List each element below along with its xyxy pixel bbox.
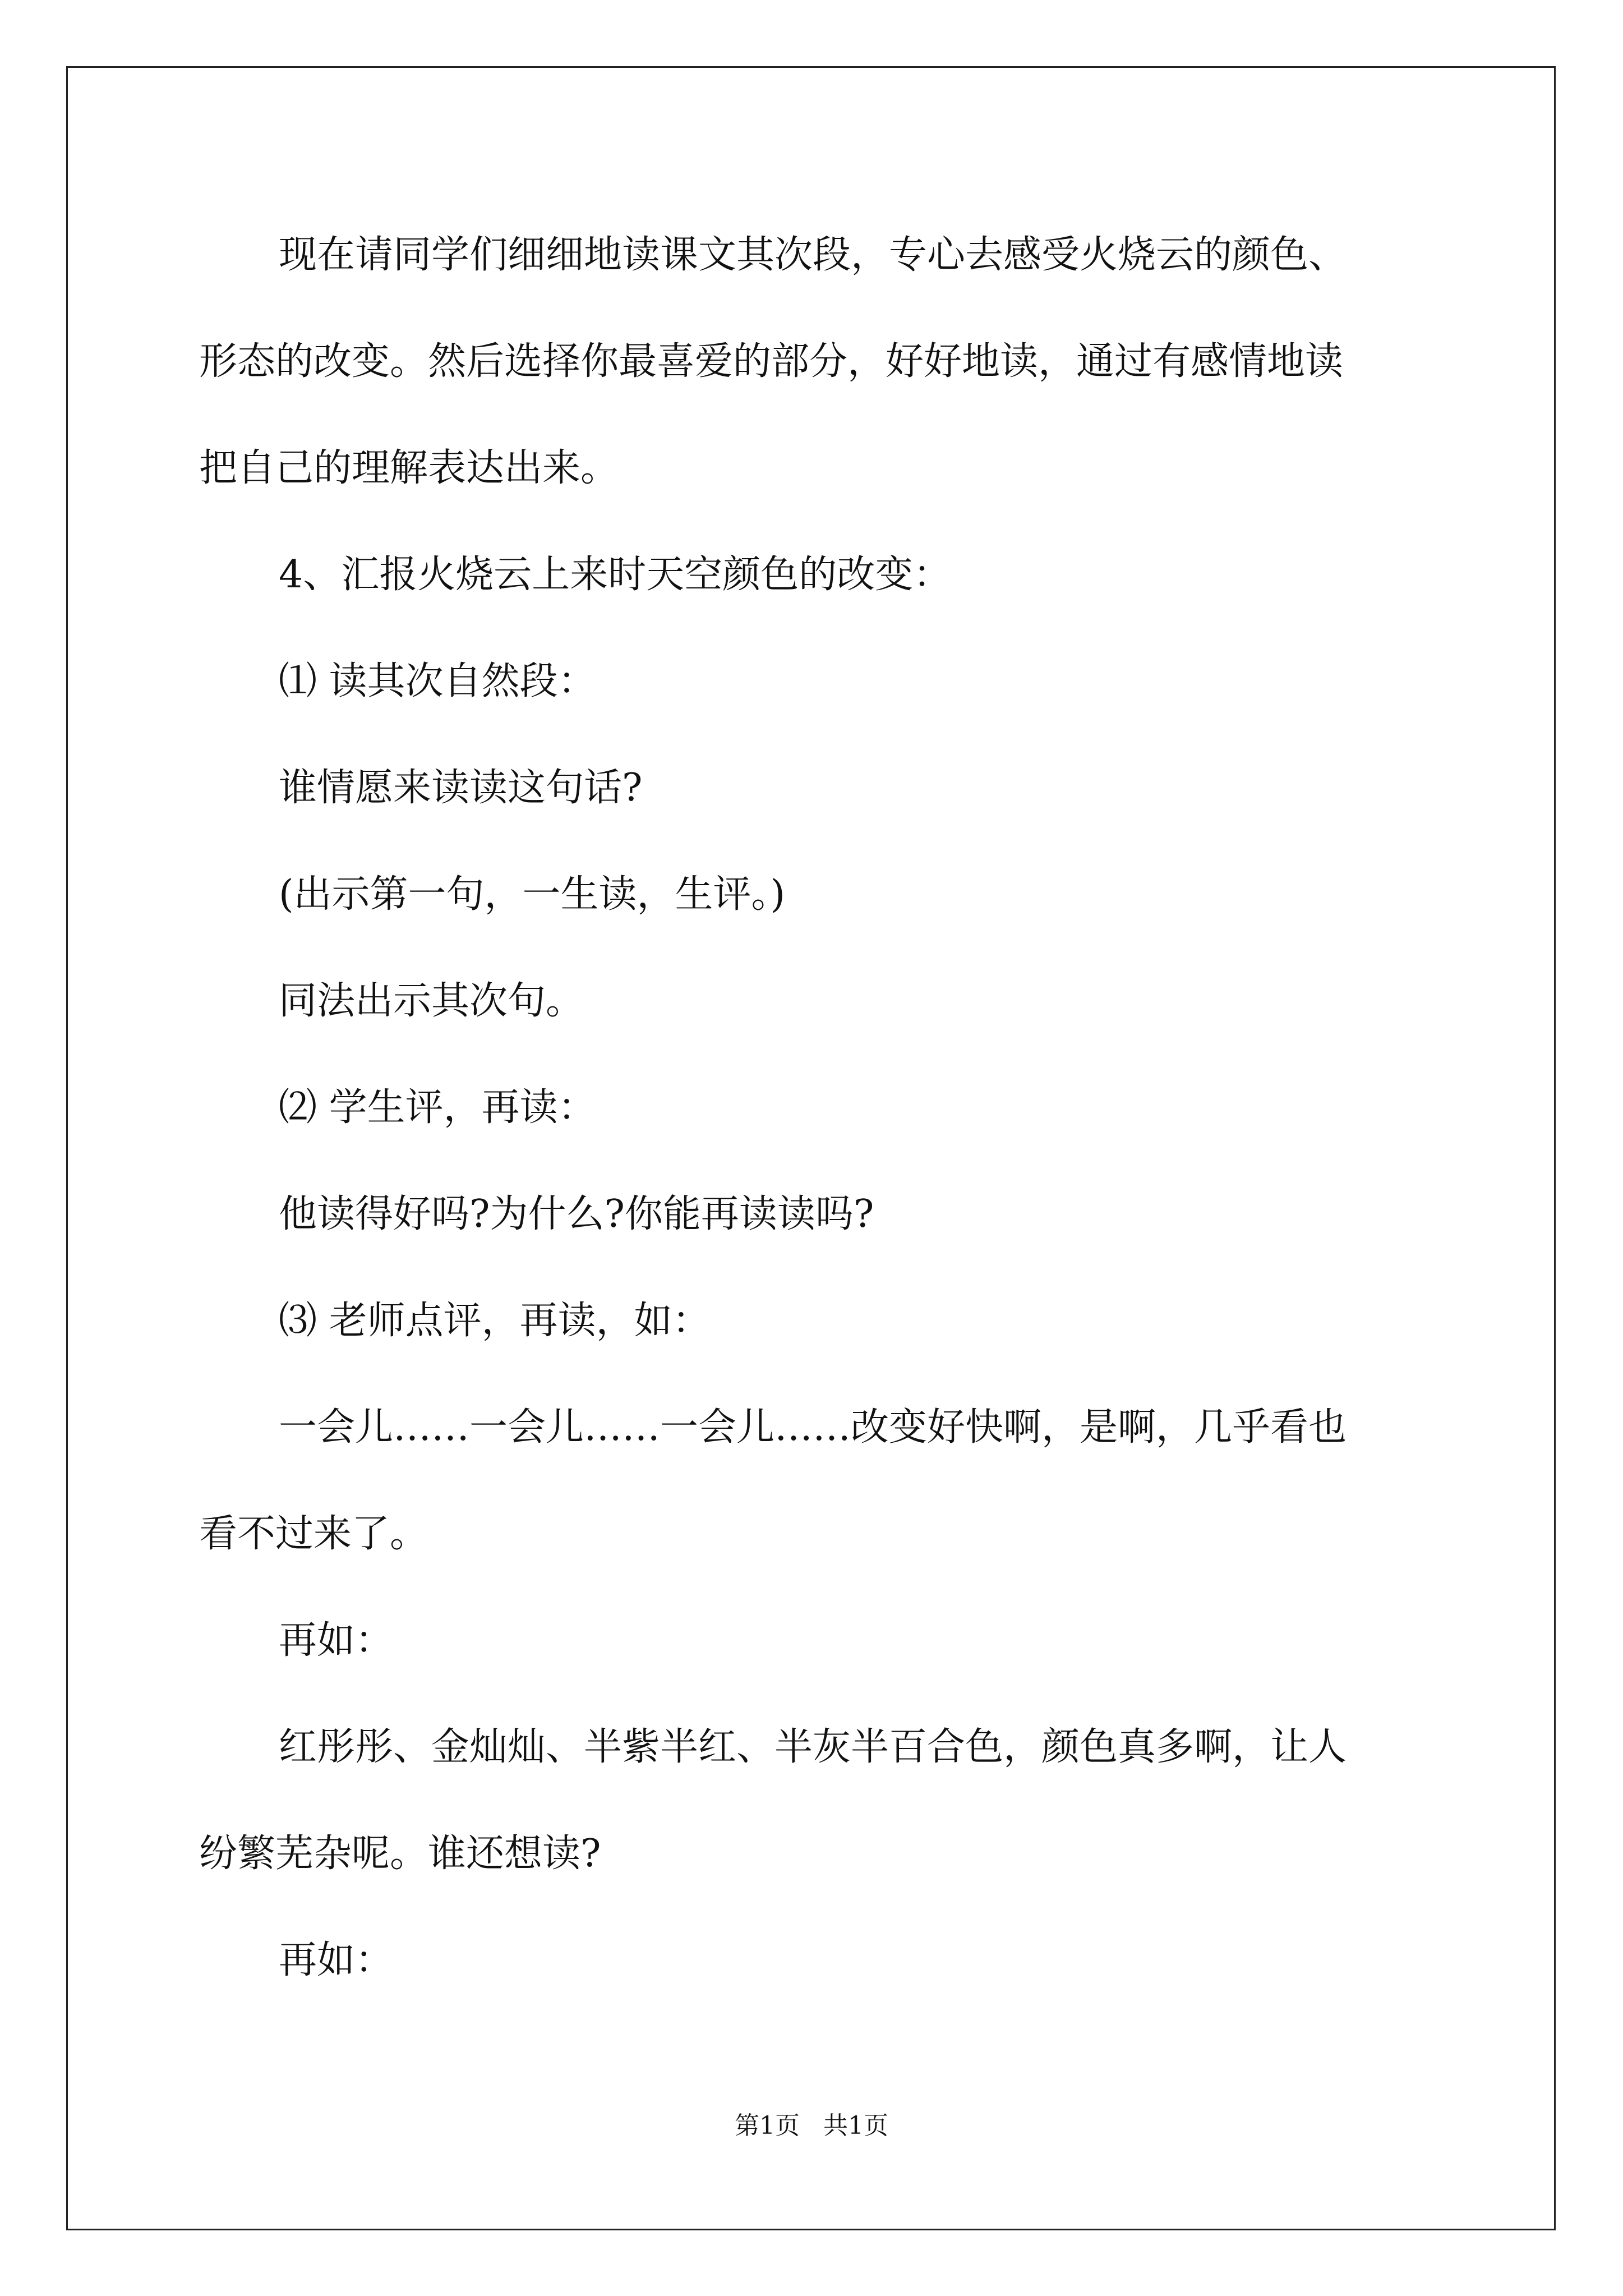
paragraph-line: 现在请同学们细细地读课文其次段，专心去感受火烧云的颜色、 — [279, 233, 1347, 277]
paragraph-line: 红彤彤、金灿灿、半紫半红、半灰半百合色，颜色真多啊，让人 — [279, 1725, 1347, 1769]
paragraph-line: 形态的改变。然后选择你最喜爱的部分，好好地读，通过有感情地读 — [199, 339, 1344, 384]
page-footer — [0, 2109, 1623, 2143]
paragraph-line: 同法出示其次句。 — [279, 979, 584, 1023]
document-body — [199, 202, 1433, 2014]
page-total: 共1页 — [823, 2111, 888, 2140]
paragraph-line: ⑶ 老师点评，再读，如： — [279, 1299, 711, 1343]
paragraph-line: 4、汇报火烧云上来时天空颜色的改变： — [279, 553, 952, 597]
paragraph-line: 谁情愿来读读这句话? — [279, 766, 643, 810]
paragraph-line: 他读得好吗?为什么?你能再读读吗? — [279, 1192, 874, 1236]
page-number: 第1页 — [735, 2111, 800, 2140]
paragraph-line: ⑴ 读其次自然段： — [279, 659, 596, 703]
paragraph-line: 看不过来了。 — [199, 1512, 428, 1556]
paragraph-line: 再如： — [279, 1618, 394, 1663]
paragraph-line: ⑵ 学生评，再读： — [279, 1085, 596, 1130]
paragraph-line: 再如： — [279, 1938, 394, 1982]
paragraph-line: 纷繁芜杂呢。谁还想读? — [199, 1832, 601, 1876]
paragraph-line: 把自己的理解表达出来。 — [199, 446, 619, 490]
paragraph-line: 一会儿……一会儿……一会儿……改变好快啊，是啊，几乎看也 — [279, 1405, 1347, 1450]
paragraph-line: (出示第一句，一生读，生评。) — [279, 872, 786, 917]
